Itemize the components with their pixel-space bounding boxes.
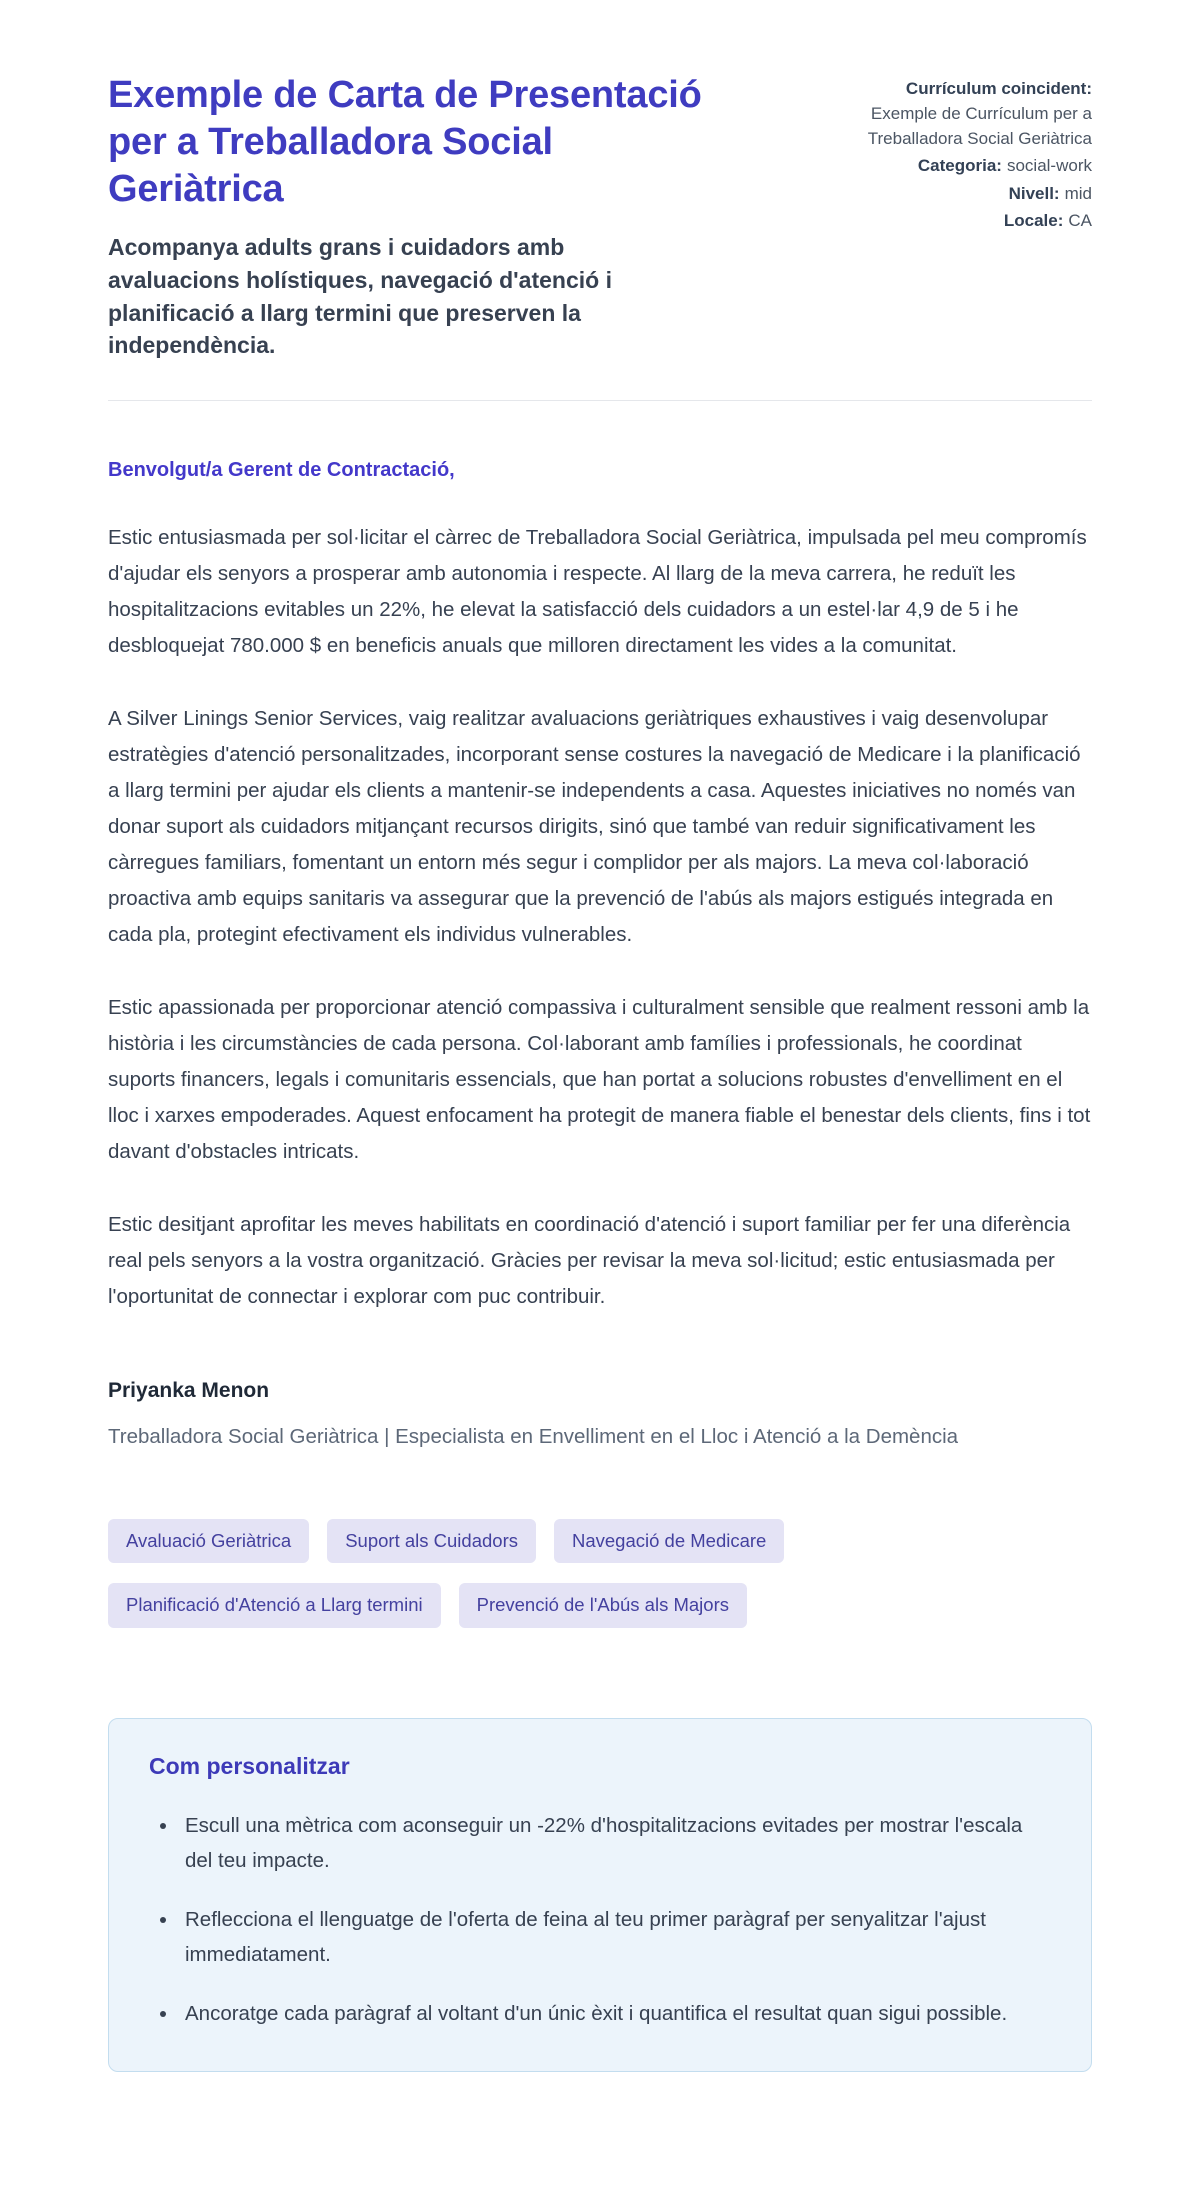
tip-item: • Reflecciona el llenguatge de l'oferta de feina al teu primer paràgraf per senyalitzar l'ajust immediatament. [179, 1902, 1051, 1972]
tip-item: • Escull una mètrica com aconseguir un -22% d'hospitalitzacions evitades per mostrar l'escala del teu impacte. [179, 1808, 1051, 1878]
letter-body [108, 520, 1092, 1315]
skill-tag: Navegació de Medicare [554, 1519, 784, 1564]
signature-block [108, 1379, 1092, 1455]
level-label: Nivell: [1008, 183, 1060, 203]
level-value: mid [1064, 183, 1092, 203]
letter-greeting: Benvolgut/a Gerent de Contractació, [108, 458, 455, 481]
signature-role: Treballadora Social Geriàtrica | Especialista en Envelliment en el Lloc i Atenció a la Demència [108, 1424, 959, 1448]
letter-paragraph: Estic apassionada per proporcionar atenció compassiva i culturalment sensible que realment ressoni amb la història i les circumstàncies de cada persona. Col·laborant amb famílies i professionals, he coordinat suports financers, legals i comunitaris essencials, que han portat a solucions robustes d'envelliment en el lloc i xarxes empoderades. Aquest enfocament ha protegit de manera fiable el benestar dels clients, fins i tot davant d'obstacles intricats. [108, 995, 1091, 1163]
page-title: Exemple de Carta de Presentació per a Treballadora Social Geriàtrica [108, 74, 702, 211]
locale-label: Locale: [1003, 210, 1064, 230]
locale-value: CA [1068, 210, 1092, 230]
skill-tag: Suport als Cuidadors [327, 1519, 536, 1564]
page-header [108, 72, 1092, 362]
skill-tag: Prevenció de l'Abús als Majors [459, 1583, 747, 1628]
signature-name: Priyanka Menon [108, 1378, 270, 1402]
title-block [108, 72, 708, 362]
matching-resume-label: Currículum coincident: [905, 79, 1092, 98]
skill-tag: Avaluació Geriàtrica [108, 1519, 309, 1564]
tips-list [149, 1808, 1051, 2031]
matching-resume-value: Exemple de Currículum per a Treballadora Social Geriàtrica [867, 104, 1092, 149]
category-label: Categoria: [917, 156, 1002, 176]
meta-locale [840, 208, 1092, 233]
meta-category [840, 153, 1092, 178]
letter-paragraph: Estic desitjant aprofitar les meves habilitats en coordinació d'atenció i suport familiar per fer una diferència real pels senyors a la vostra organització. Gràcies per revisar la meva sol·licitud; estic entusiasmada per l'oportunitat de connectar i explorar com puc contribuir. [108, 1212, 1071, 1308]
meta-level [840, 181, 1092, 206]
matching-resume [840, 76, 1092, 151]
header-divider [108, 400, 1092, 401]
tips-title: Com personalitzar [149, 1752, 350, 1779]
skill-tag-list [108, 1519, 1092, 1628]
letter-paragraph: A Silver Linings Senior Services, vaig realitzar avaluacions geriàtriques exhaustives i vaig desenvolupar estratègies d'atenció personalitzades, incorporant sense costures la navegació de Medicare i la planificació a llarg termini per ajudar els clients a mantenir-se independents a casa. Aquestes iniciatives no només van donar suport als cuidadors mitjançant recursos dirigits, sinó que també van reduir significativament les càrregues familiars, fomentant un entorn més segur i complidor per als majors. La meva col·laboració proactiva amb equips sanitaris va assegurar que la prevenció de l'abús als majors estigués integrada en cada pla, protegint efectivament els individus vulnerables. [108, 706, 1081, 946]
tip-item: • Ancoratge cada paràgraf al voltant d'un únic èxit i quantifica el resultat quan sigui possible. [179, 1996, 1051, 2031]
page-subtitle: Acompanya adults grans i cuidadors amb avaluacions holístiques, navegació d'atenció i planificació a llarg termini que preserven la independència. [108, 234, 612, 359]
category-value: social-work [1006, 156, 1092, 176]
meta-block [840, 72, 1092, 233]
letter-paragraph: Estic entusiasmada per sol·licitar el càrrec de Treballadora Social Geriàtrica, impulsada pel meu compromís d'ajudar els senyors a prosperar amb autonomia i respecte. Al llarg de la meva carrera, he reduït les hospitalitzacions evitables un 22%, he elevat la satisfacció dels cuidadors a un estel·lar 4,9 de 5 i he desbloquejat 780.000 $ en beneficis anuals que milloren directament les vides a la comunitat. [108, 525, 1087, 657]
how-to-personalize-box [108, 1718, 1092, 2072]
skill-tag: Planificació d'Atenció a Llarg termini [108, 1583, 441, 1628]
